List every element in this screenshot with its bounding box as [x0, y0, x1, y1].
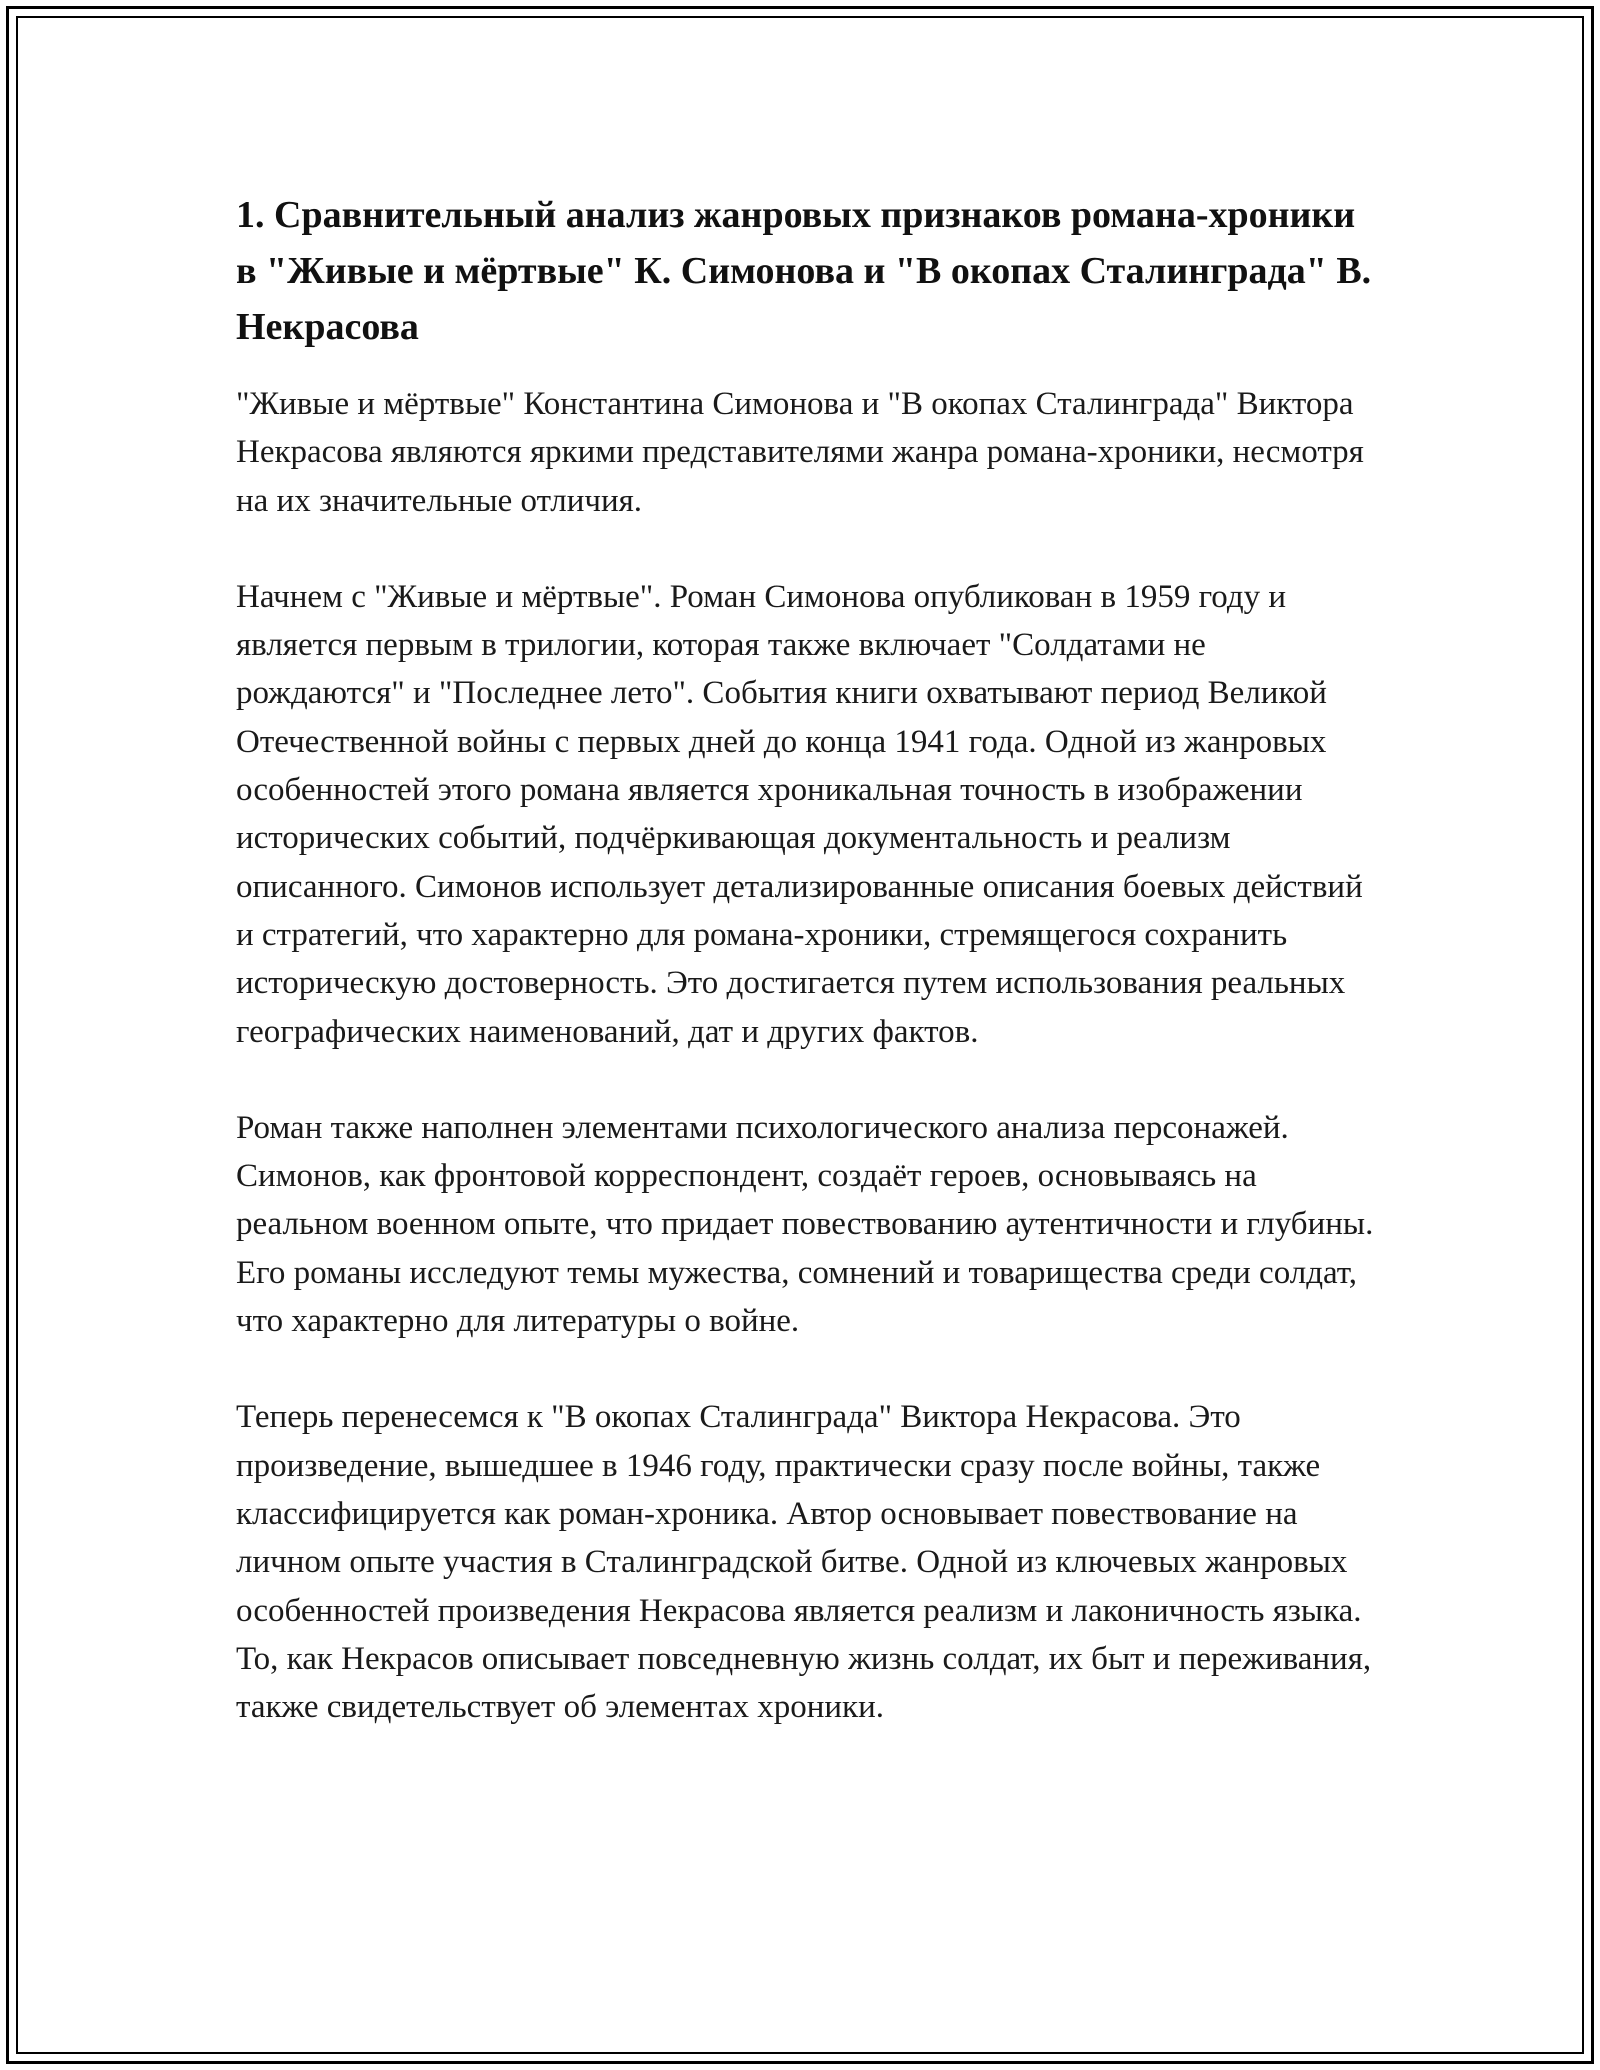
- paragraph-psychology: Роман также наполнен элементами психологического анализа персонажей. Симонов, как фронтовой корреспондент, создаёт героев, основываясь на реальном военном опыте, что придает повествованию аутентичности и глубины. Его романы исследуют темы мужества, сомнений и товарищества среди солдат, что характерно для литературы о войне.: [236, 1109, 1374, 1340]
- paragraph-intro: "Живые и мёртвые" Константина Симонова и "В окопах Сталинграда" Виктора Некрасова являются яркими представителями жанра романа-хроники, несмотря на их значительные отличия.: [236, 386, 1364, 519]
- paragraph-nekrasov: Теперь перенесемся к "В окопах Сталинграда" Виктора Некрасова. Это произведение, вышедшее в 1946 году, практически сразу после войны, также классифицируется как роман-хроника. Автор основывает повествование на личном опыте участия в Сталинградской битве. Одной из ключевых жанровых особенностей произведения Некрасова является реализм и лаконичность языка. То, как Некрасов описывает повседневную жизнь солдат, их быт и переживания, также свидетельствует об элементах хроники.: [236, 1399, 1372, 1726]
- document-heading: 1. Сравнительный анализ жанровых признаков романа-хроники в "Живые и мёртвые" К. Симонова и "В окопах Сталинграда" В. Некрасова: [236, 194, 1372, 348]
- paragraph-simonov: Начнем с "Живые и мёртвые". Роман Симонова опубликован в 1959 году и является первым в трилогии, которая также включает "Солдатами не рождаются" и "Последнее лето". События книги охватывают период Великой Отечественной войны с первых дней до конца 1941 года. Одной из жанровых особенностей этого романа является хроникальная точность в изображении исторических событий, подчёркивающая документальность и реализм описанного. Симонов использует детализированные описания боевых действий и стратегий, что характерно для романа-хроники, стремящегося сохранить историческую достоверность. Это достигается путем использования реальных географических наименований, дат и других фактов.: [236, 578, 1363, 1050]
- document-body: [236, 187, 1376, 1731]
